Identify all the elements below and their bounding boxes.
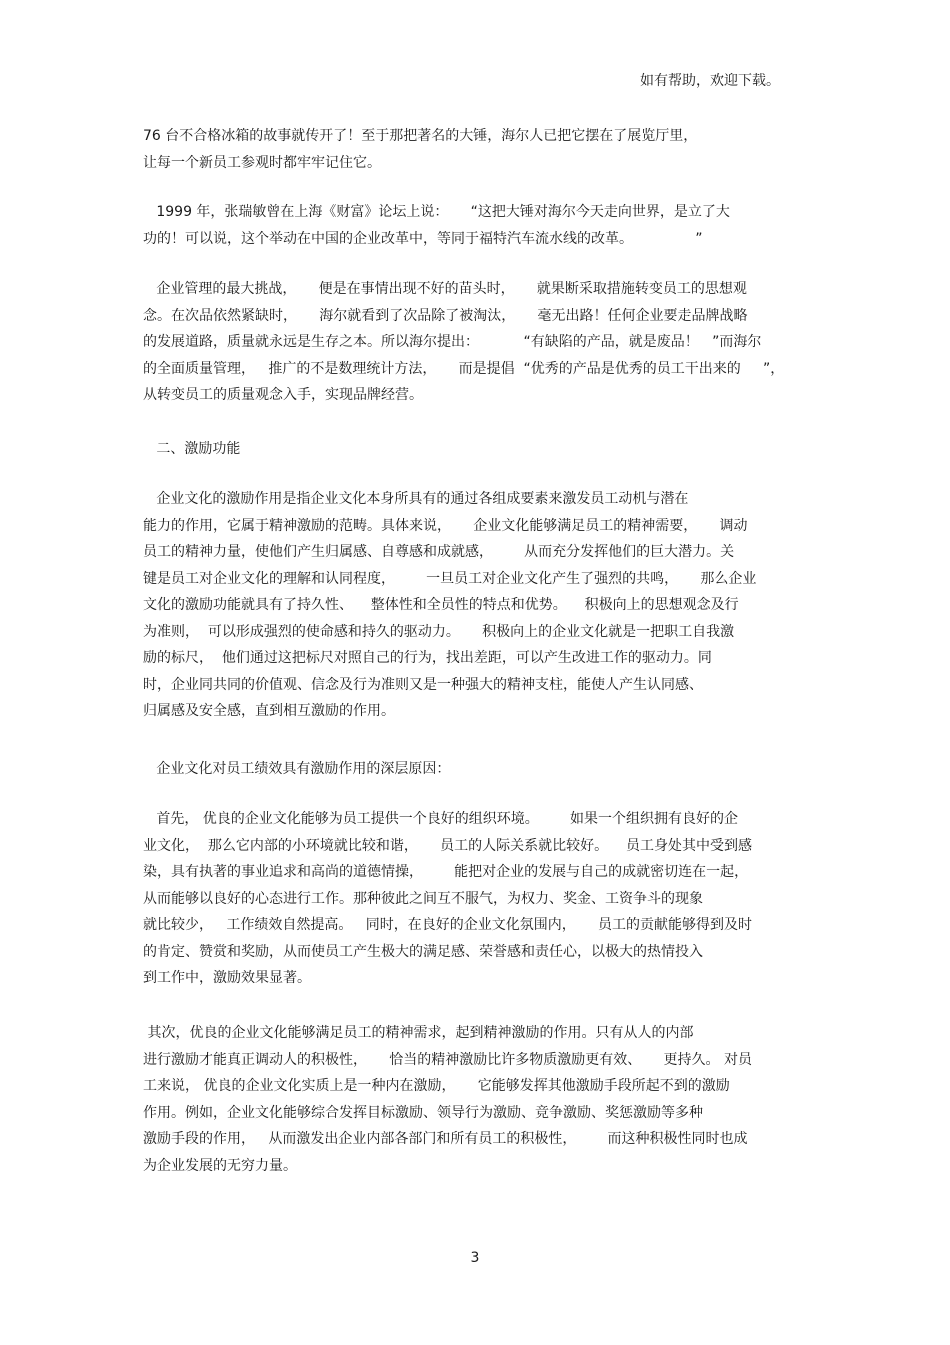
text-line: 业文化， 那么它内部的小环境就比较和谐， 员工的人际关系就比较好。 员工身处其中受到感 (143, 837, 752, 854)
paragraph-second-reason (143, 1020, 808, 1179)
text-line: 企业文化的激励作用是指企业文化本身所具有的通过各组成要素来激发员工动机与潜在 (143, 491, 689, 507)
text-line: 文化的激励功能就具有了持久性、 整体性和全员性的特点和优势。 积极向上的思想观念及行 (143, 597, 739, 613)
text-line: 到工作中，激励效果显著。 (143, 970, 311, 986)
text-line: 键是员工对企业文化的理解和认同程度， 一旦员工对企业文化产生了强烈的共鸣， 那么企业 (143, 570, 757, 587)
text-line: 染，具有执著的事业追求和高尚的道德情操， 能把对企业的发展与自己的成就密切连在一起， (143, 864, 749, 880)
section-heading: 二、激励功能 (143, 441, 241, 457)
text-line: 从而能够以良好的心态进行工作。那种彼此之间互不服气，为权力、奖金、工资争斗的现象 (143, 890, 703, 907)
text-line: 就比较少， 工作绩效自然提高。 同时，在良好的企业文化氛围内， 员工的贡献能够得到及时 (143, 917, 752, 933)
text-line: 其次，优良的企业文化能够满足员工的精神需求，起到精神激励的作用。只有从人的内部 (143, 1025, 694, 1041)
text-line: 作用。例如，企业文化能够综合发挥目标激励、领导行为激励、竞争激励、奖惩激励等多种 (143, 1104, 703, 1121)
text-line: 的全面质量管理， 推广的不是数理统计方法， 而是提倡 “优秀的产品是优秀的员工干出来的 ”， (143, 360, 785, 377)
paragraph-motivation-function (143, 486, 808, 725)
paragraph-deep-reasons-intro (143, 756, 808, 783)
text-line: 企业管理的最大挑战， 便是在事情出现不好的苗头时， 就果断采取措施转变员工的思想观 (143, 281, 747, 297)
text-line: 进行激励才能真正调动人的积极性， 恰当的精神激励比许多物质激励更有效、 更持久。 对员 (143, 1051, 752, 1068)
text-line: 为准则， 可以形成强烈的使命感和持久的驱动力。 积极向上的企业文化就是一把职工自我激 (143, 623, 735, 640)
paragraph-first-reason (143, 806, 808, 992)
section-heading-motivation (143, 436, 808, 463)
text-line: 归属感及安全感，直到相互激励的作用。 (143, 703, 395, 719)
text-line: 能力的作用，它属于精神激励的范畴。具体来说， 企业文化能够满足员工的精神需要， 调动 (143, 517, 748, 534)
text-line: 1999 年，张瑞敏曾在上海《财富》论坛上说： “这把大锤对海尔今天走向世界，是立了大 (143, 204, 730, 220)
text-line: 76 台不合格冰箱的故事就传开了！至于那把著名的大锤，海尔人已把它摆在了展览厅里， (143, 128, 698, 144)
text-line: 功的！可以说，这个举动在中国的企业改革中，等同于福特汽车流水线的改革。 ” (143, 230, 703, 247)
text-line: 让每一个新员工参观时都牢牢记住它。 (143, 154, 381, 171)
text-line: 励的标尺， 他们通过这把标尺对照自己的行为，找出差距，可以产生改进工作的驱动力。同 (143, 650, 712, 666)
text-line: 员工的精神力量，使他们产生归属感、自尊感和成就感， 从而充分发挥他们的巨大潜力。关 (143, 544, 735, 560)
text-line: 时，企业同共同的价值观、信念及行为准则又是一种强大的精神支柱，能使人产生认同感、 (143, 676, 703, 693)
text-line: 念。在次品依然紧缺时， 海尔就看到了次品除了被淘汰， 毫无出路！任何企业要走品牌战略 (143, 307, 748, 324)
text-line: 从转变员工的质量观念入手，实现品牌经营。 (143, 387, 423, 403)
text-line: 的发展道路，质量就永远是生存之本。所以海尔提出： “有缺陷的产品，就是废品！ ”而海尔 (143, 334, 762, 350)
text-line: 为企业发展的无穷力量。 (143, 1157, 297, 1174)
page-number: 3 (470, 1250, 480, 1266)
paragraph-management-challenge (143, 276, 808, 409)
text-line: 的肯定、赞赏和奖励，从而使员工产生极大的满足感、荣誉感和责任心，以极大的热情投入 (143, 943, 703, 960)
page-header: 如有帮助，欢迎下载。 (640, 73, 780, 89)
paragraph-haier-hammer-story (143, 123, 808, 176)
text-line: 工来说， 优良的企业文化实质上是一种内在激励， 它能够发挥其他激励手段所起不到的激励 (143, 1078, 730, 1094)
text-line: 企业文化对员工绩效具有激励作用的深层原因： (143, 761, 451, 777)
text-line: 首先， 优良的企业文化能够为员工提供一个良好的组织环境。 如果一个组织拥有良好的企 (143, 811, 738, 827)
paragraph-zhang-ruimin-quote (143, 199, 808, 252)
text-line: 激励手段的作用， 从而激发出企业内部各部门和所有员工的积极性， 而这种积极性同时也成 (143, 1131, 748, 1147)
